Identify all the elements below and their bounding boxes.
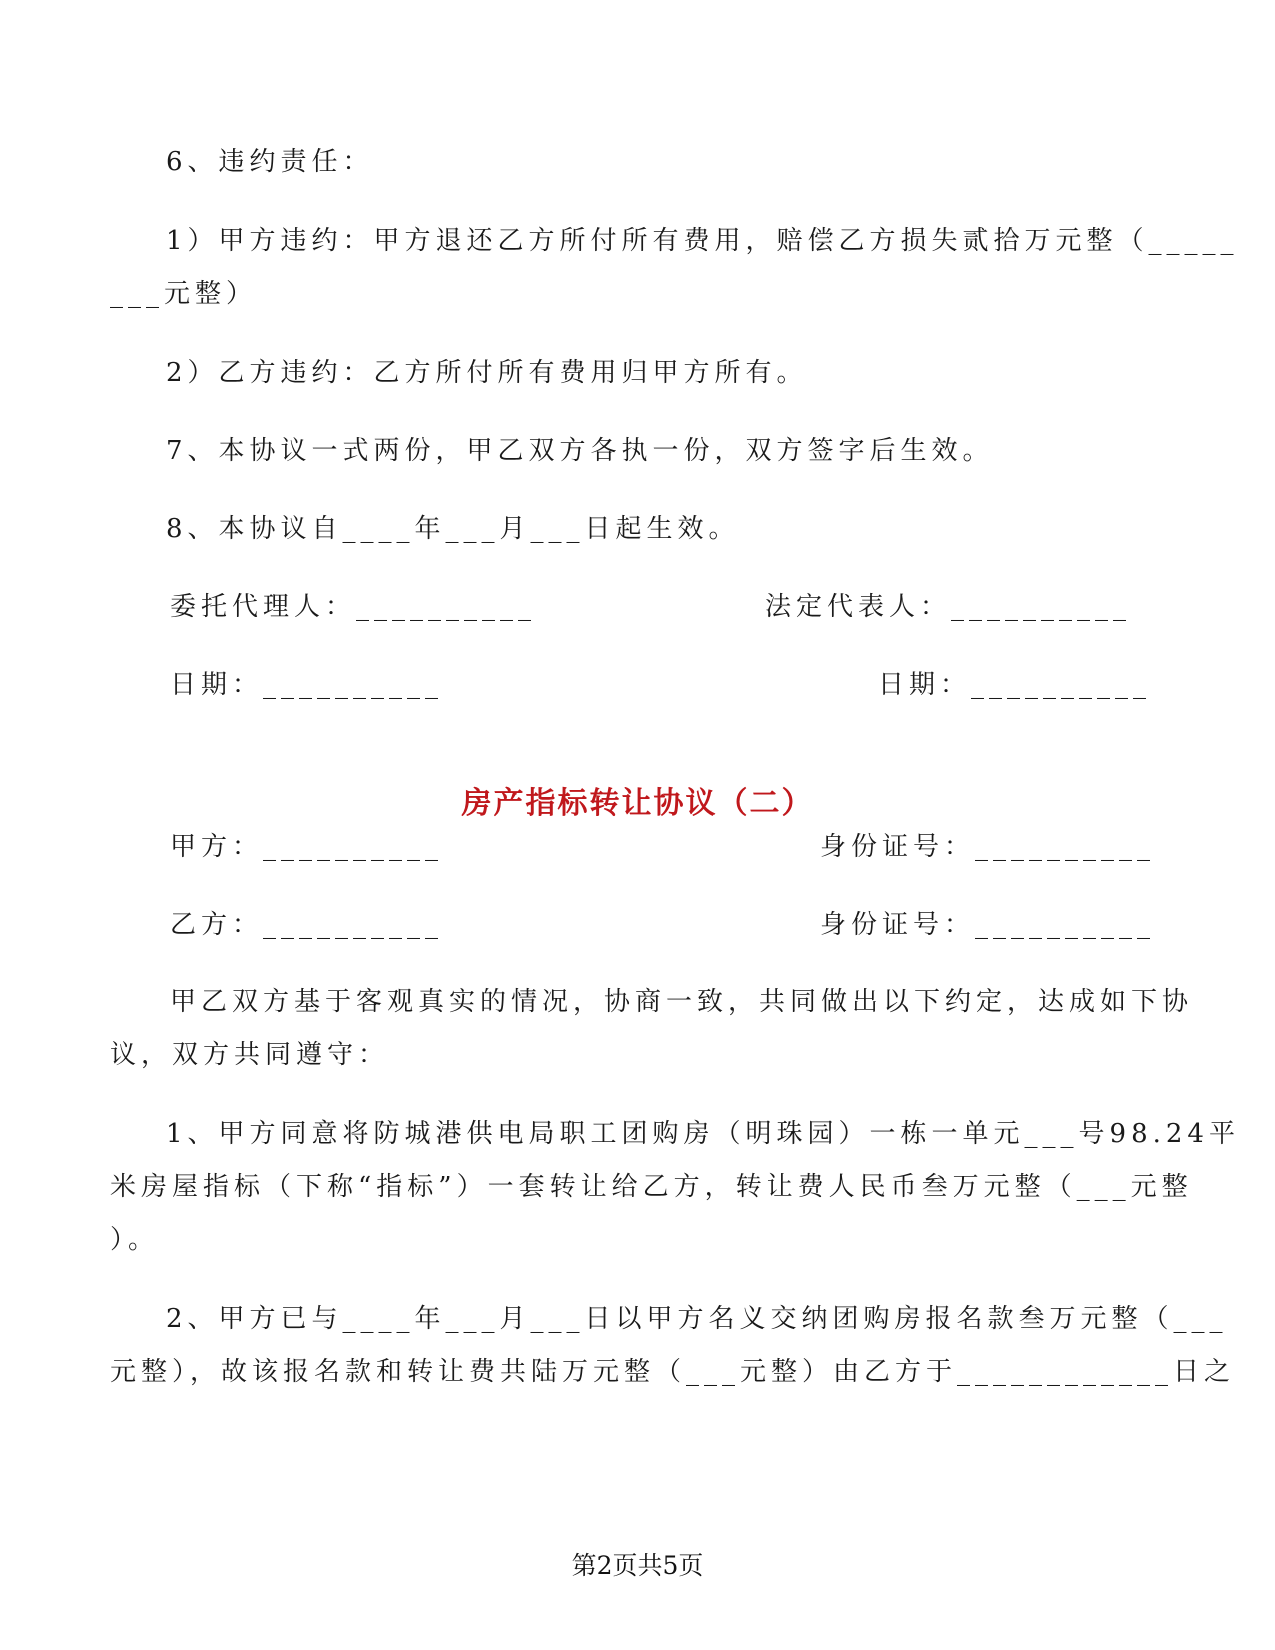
date-left: 日期：__________ [170,670,444,700]
intro-line1: 甲乙双方基于客观真实的情况，协商一致，共同做出以下约定，达成如下协 [170,987,1194,1017]
clause-1-line2: 米房屋指标（下称“指标”）一套转让给乙方，转让费人民币叁万元整（___元整 [110,1172,1193,1202]
clause-8: 8、本协议自____年___月___日起生效。 [166,514,740,544]
party-a-id: 身份证号：__________ [820,832,1156,862]
agreement-title: 房产指标转让协议（二） [461,786,814,821]
clause-6-1-line2: ___元整） [110,279,258,309]
clause-6-2: 2）乙方违约：乙方所付所有费用归甲方所有。 [166,358,808,388]
legal-rep-signature: 法定代表人：__________ [765,592,1132,622]
clause-6-heading: 6、违约责任： [166,147,374,177]
intro-line2: 议，双方共同遵守： [110,1040,390,1070]
clause-6-1-line1: 1）甲方违约：甲方退还乙方所付所有费用，赔偿乙方损失贰拾万元整（_____ [166,226,1239,256]
page-number: 第2页共5页 [571,1551,704,1580]
party-a: 甲方：__________ [170,832,444,862]
clause-2-line2: 元整），故该报名款和转让费共陆万元整（___元整）由乙方于____________日之 [110,1357,1236,1387]
agent-signature: 委托代理人：__________ [170,592,537,622]
clause-1-line1: 1、甲方同意将防城港供电局职工团购房（明珠园）一栋一单元___号98.24平 [166,1119,1240,1149]
date-right: 日期：__________ [878,670,1152,700]
party-b-id: 身份证号：__________ [820,910,1156,940]
clause-1-line3: ）。 [110,1225,160,1255]
clause-7: 7、本协议一式两份，甲乙双方各执一份，双方签字后生效。 [166,436,994,466]
clause-2-line1: 2、甲方已与____年___月___日以甲方名义交纳团购房报名款叁万元整（___ [166,1304,1228,1334]
party-b: 乙方：__________ [170,910,444,940]
